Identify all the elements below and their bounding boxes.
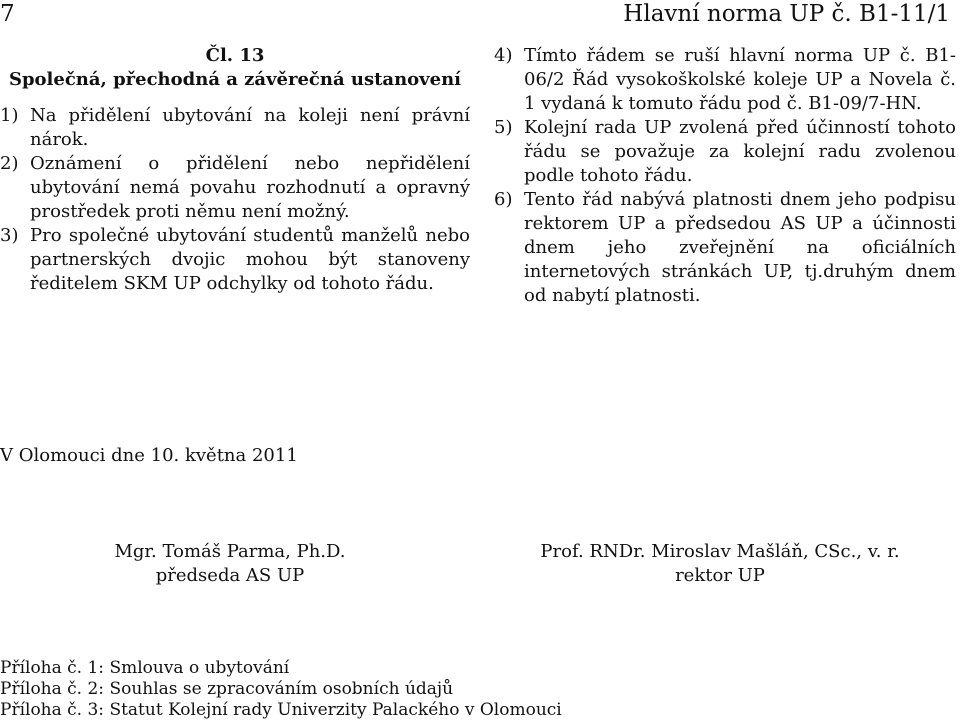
attachment-item: Příloha č. 3: Statut Kolejní rady Univerzity Palackého v Olomouci	[0, 700, 562, 720]
item-text: Kolejní rada UP zvolená před účinností tohoto řádu se považuje za kolejní radu zvolenou podle tohoto řádu.	[524, 117, 956, 186]
running-head: Hlavní norma UP č. B1-11/1	[623, 1, 950, 27]
item-number: 5)	[494, 117, 513, 138]
item-number: 4)	[494, 45, 513, 66]
attachment-item: Příloha č. 1: Smlouva o ubytování	[0, 658, 290, 678]
article-title: Společná, přechodná a závěrečná ustanovení	[8, 69, 462, 90]
item-number: 2)	[0, 153, 19, 174]
left-items	[0, 104, 470, 296]
list-item	[494, 188, 956, 308]
item-text: Oznámení o přidělení nebo nepřidělení ubytování nemá povahu rozhodnutí a opravný prostředek proti němu není možný.	[30, 153, 470, 222]
item-text: Tento řád nabývá platnosti dnem jeho podpisu rektorem UP a předsedou AS UP a účinnosti dnem jeho zveřejnění na oficiálních internetových stránkách UP, tj.druhým dnem od nabytí platnosti.	[524, 189, 956, 306]
attachments-list	[0, 658, 562, 721]
signatory-role: předseda AS UP	[155, 565, 305, 586]
left-column	[0, 44, 470, 296]
list-item	[494, 116, 956, 188]
article-number: Čl. 13	[205, 45, 265, 66]
signatory-name: Prof. RNDr. Miroslav Mašláň, CSc., v. r.	[540, 541, 900, 562]
item-text: Tímto řádem se ruší hlavní norma UP č. B1-06/2 Řád vysokoškolské koleje UP a Novela č. 1 vydaná k tomuto řádu pod č. B1-09/7-HN.	[524, 45, 956, 114]
page-number: 7	[0, 1, 15, 27]
list-item	[0, 104, 470, 152]
list-item	[494, 44, 956, 116]
item-text: Na přidělení ubytování na koleji není právní nárok.	[30, 105, 470, 150]
signature-chair	[90, 540, 370, 588]
signatory-name: Mgr. Tomáš Parma, Ph.D.	[114, 541, 346, 562]
list-item	[0, 224, 470, 296]
item-number: 1)	[0, 105, 19, 126]
right-column	[494, 44, 956, 308]
item-number: 3)	[0, 225, 19, 246]
item-number: 6)	[494, 189, 513, 210]
attachment-item: Příloha č. 2: Souhlas se zpracováním osobních údajů	[0, 679, 454, 699]
signatory-role: rektor UP	[675, 565, 765, 586]
place-date: V Olomouci dne 10. května 2011	[0, 445, 298, 466]
list-item	[0, 152, 470, 224]
item-text: Pro společné ubytování studentů manželů nebo partnerských dvojic mohou být stanoveny ředitelem SKM UP odchylky od tohoto řádu.	[30, 225, 470, 294]
signature-rector	[520, 540, 920, 588]
